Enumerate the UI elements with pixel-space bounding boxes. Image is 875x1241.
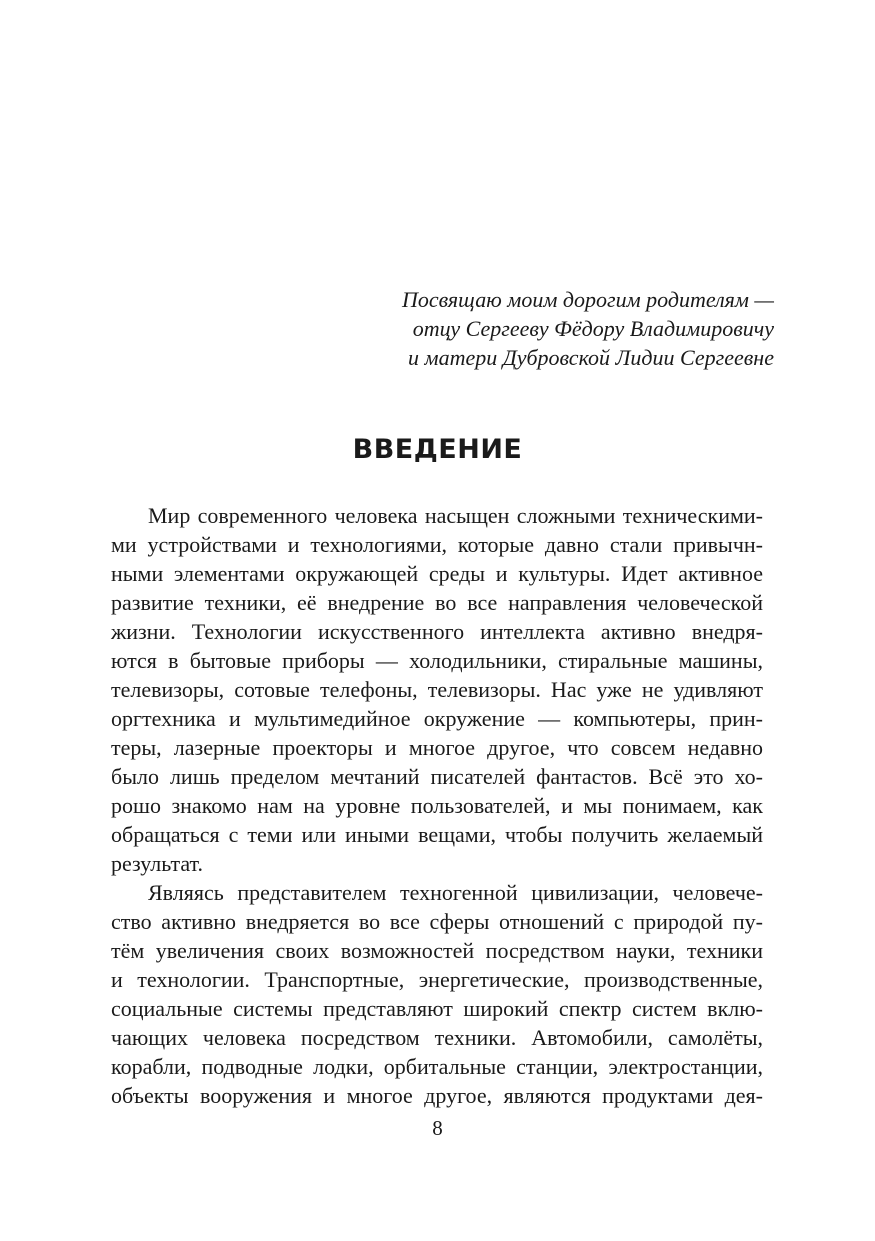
text-line: развитие техники, её внедрение во все направления человеческой: [111, 590, 763, 615]
text-line: объекты вооружения и многое другое, являются продуктами дея-: [111, 1083, 763, 1108]
text-line: чающих человека посредством техники. Автомобили, самолёты,: [111, 1025, 763, 1050]
paragraph-1: [111, 501, 763, 878]
text-line: телевизоры, сотовые телефоны, телевизоры. Нас уже не удивляют: [111, 677, 763, 702]
dedication-line: отцу Сергееву Фёдору Владимировичу: [412, 316, 774, 341]
dedication-line: Посвящаю моим дорогим родителям —: [401, 287, 774, 312]
text-line: Являясь представителем техногенной цивилизации, человече-: [148, 880, 763, 905]
text-line: социальные системы представляют широкий спектр систем вклю-: [111, 996, 763, 1021]
text-line: ми устройствами и технологиями, которые давно стали привычн-: [111, 532, 763, 557]
page-number: 8: [432, 1116, 443, 1140]
text-line: ными элементами окружающей среды и культуры. Идет активное: [111, 561, 763, 586]
text-line: и технологии. Транспортные, энергетические, производственные,: [111, 967, 763, 992]
text-line: оргтехника и мультимедийное окружение — компьютеры, прин-: [111, 706, 763, 731]
paragraph-2: [111, 878, 763, 1110]
text-line: корабли, подводные лодки, орбитальные станции, электростанции,: [111, 1054, 763, 1079]
dedication-line: и матери Дубровской Лидии Сергеевне: [408, 345, 774, 370]
text-line: теры, лазерные проекторы и многое другое, что совсем недавно: [111, 735, 763, 760]
dedication: [300, 285, 774, 372]
text-line: рошо знакомо нам на уровне пользователей, и мы понимаем, как: [111, 793, 763, 818]
text-line: жизни. Технологии искусственного интеллекта активно внедря-: [111, 619, 763, 644]
body-text: [111, 501, 763, 1110]
chapter-heading: ВВЕДЕНИЕ: [352, 434, 523, 465]
text-line: Мир современного человека насыщен сложными техническими-: [148, 503, 763, 528]
text-line: обращаться с теми или иными вещами, чтобы получить желаемый: [111, 822, 763, 847]
text-line: ются в бытовые приборы — холодильники, стиральные машины,: [111, 648, 763, 673]
text-line: результат.: [111, 851, 204, 876]
text-line: ство активно внедряется во все сферы отношений с природой пу-: [111, 909, 763, 934]
text-line: было лишь пределом мечтаний писателей фантастов. Всё это хо-: [111, 764, 763, 789]
text-line: тём увеличения своих возможностей посредством науки, техники: [111, 938, 763, 963]
